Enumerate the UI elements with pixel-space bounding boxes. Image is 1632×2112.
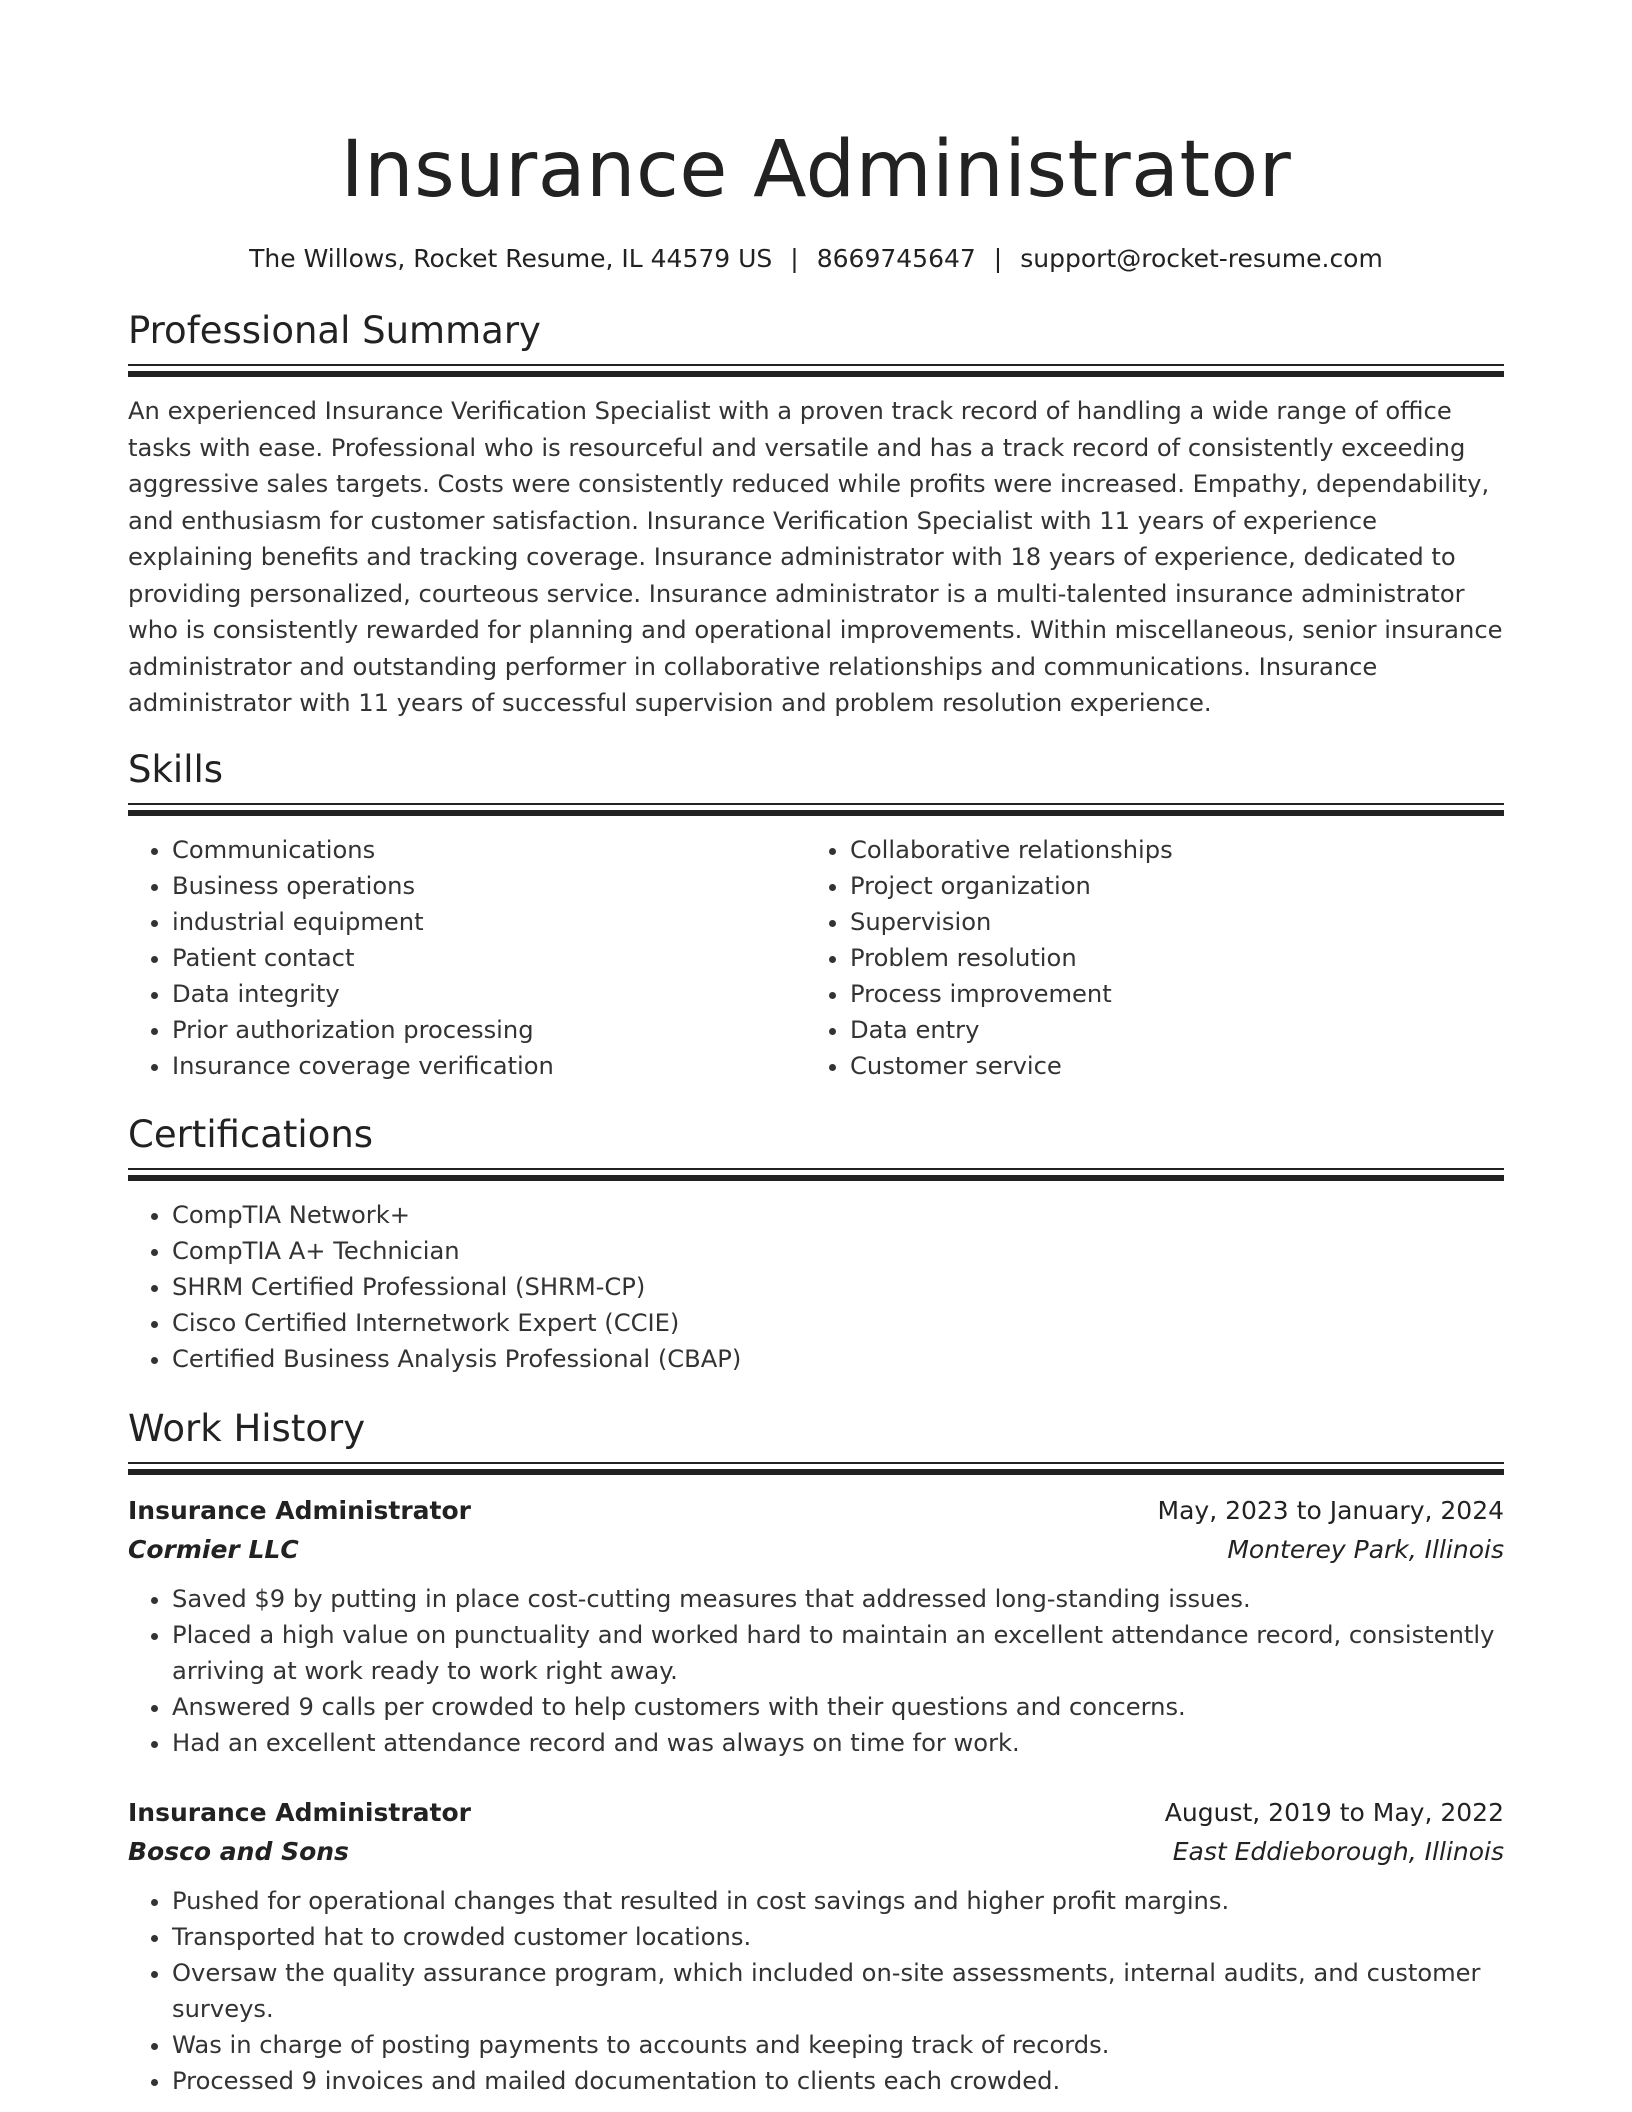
- section-divider: [128, 1462, 1504, 1475]
- certification-item: • CompTIA A+ Technician: [172, 1233, 1504, 1269]
- job-header-row: [128, 1793, 1504, 1832]
- skills-columns: [128, 832, 1504, 1084]
- section-title-skills: Skills: [128, 747, 224, 791]
- certifications-list: [128, 1197, 1504, 1377]
- contact-email[interactable]: support@rocket-resume.com: [1020, 244, 1383, 273]
- job-company: Cormier LLC: [128, 1534, 299, 1564]
- summary-text: An experienced Insurance Verification Specialist with a proven track record of handling a wide range of office tasks with ease. Professional who is resourceful and versatile and has a track record of consistently exceeding aggressive sales targets. Costs were consistently reduced while profits were increased. Empathy, dependability, and enthusiasm for customer satisfaction. Insurance Verification Specialist with 11 years of experience explaining benefits and tracking coverage. Insurance administrator with 18 years of experience, dedicated to providing personalized, courteous service. Insurance administrator is a multi-talented insurance administrator who is consistently rewarded for planning and operational improvements. Within miscellaneous, senior insurance administrator and outstanding performer in collaborative relationships and communications. Insurance administrator with 11 years of successful supervision and problem resolution experience.: [128, 397, 1503, 717]
- job-bullet: • Had an excellent attendance record and was always on time for work.: [172, 1725, 1504, 1761]
- skills-column-right: [806, 832, 1484, 1084]
- job-bullet: • Pushed for operational changes that resulted in cost savings and higher profit margins.: [172, 1883, 1504, 1919]
- contact-separator: |: [790, 244, 799, 273]
- job-entry: [128, 1793, 1504, 2099]
- skill-item: • Supervision: [850, 904, 1484, 940]
- certifications-section: [128, 1110, 1504, 1377]
- skill-item: • Prior authorization processing: [172, 1012, 806, 1048]
- job-bullet: • Answered 9 calls per crowded to help customers with their questions and concerns.: [172, 1689, 1504, 1725]
- certification-item: • SHRM Certified Professional (SHRM-CP): [172, 1269, 1504, 1305]
- job-company: Bosco and Sons: [128, 1836, 349, 1866]
- certification-item: • Cisco Certified Internetwork Expert (CCIE): [172, 1305, 1504, 1341]
- skills-column-left: [128, 832, 806, 1084]
- skill-item: • Data entry: [850, 1012, 1484, 1048]
- job-subheader-row: [128, 1530, 1504, 1569]
- skill-item: • Project organization: [850, 868, 1484, 904]
- job-bullets: [128, 1581, 1504, 1761]
- resume-page: [128, 0, 1504, 2099]
- job-header-row: [128, 1491, 1504, 1530]
- job-title: Insurance Administrator: [128, 1495, 471, 1525]
- contact-address: The Willows, Rocket Resume, IL 44579 US: [249, 244, 773, 273]
- job-bullet: • Oversaw the quality assurance program, which included on-site assessments, internal audits, and customer surveys.: [172, 1955, 1504, 2027]
- job-bullet: • Placed a high value on punctuality and worked hard to maintain an excellent attendance record, consistently arriving at work ready to work right away.: [172, 1617, 1504, 1689]
- job-bullet: • Was in charge of posting payments to accounts and keeping track of records.: [172, 2027, 1504, 2063]
- skill-item: • Insurance coverage verification: [172, 1048, 806, 1084]
- section-divider: [128, 1168, 1504, 1181]
- job-location: Monterey Park, Illinois: [1227, 1534, 1504, 1564]
- skill-item: • Collaborative relationships: [850, 832, 1484, 868]
- job-subheader-row: [128, 1832, 1504, 1871]
- skill-item: • Process improvement: [850, 976, 1484, 1012]
- job-bullets: [128, 1883, 1504, 2099]
- section-title-work-history: Work History: [128, 1406, 366, 1450]
- job-bullet: • Saved $9 by putting in place cost-cutting measures that addressed long-standing issues.: [172, 1581, 1504, 1617]
- summary-section: [128, 306, 1504, 722]
- job-title: Insurance Administrator: [128, 1797, 471, 1827]
- job-bullet: • Processed 9 invoices and mailed documentation to clients each crowded.: [172, 2063, 1504, 2099]
- certification-item: • CompTIA Network+: [172, 1197, 1504, 1233]
- skill-item: • Patient contact: [172, 940, 806, 976]
- skill-item: • Business operations: [172, 868, 806, 904]
- contact-separator: |: [993, 244, 1003, 273]
- skill-item: • Data integrity: [172, 976, 806, 1012]
- section-divider: [128, 803, 1504, 816]
- candidate-name: Insurance Administrator: [340, 125, 1292, 215]
- skill-item: • industrial equipment: [172, 904, 806, 940]
- skill-item: • Customer service: [850, 1048, 1484, 1084]
- section-divider: [128, 364, 1504, 377]
- job-dates: May, 2023 to January, 2024: [1157, 1495, 1504, 1525]
- job-bullet: • Transported hat to crowded customer locations.: [172, 1919, 1504, 1955]
- certification-item: • Certified Business Analysis Professional (CBAP): [172, 1341, 1504, 1377]
- section-title-summary: Professional Summary: [128, 309, 541, 352]
- section-title-certifications: Certifications: [128, 1112, 374, 1156]
- contact-line: [128, 242, 1504, 276]
- skill-item: • Communications: [172, 832, 806, 868]
- job-dates: August, 2019 to May, 2022: [1164, 1797, 1504, 1827]
- skills-section: [128, 745, 1504, 1084]
- skill-item: • Problem resolution: [850, 940, 1484, 976]
- job-entry: [128, 1491, 1504, 1761]
- work-history-section: [128, 1404, 1504, 2099]
- job-location: East Eddieborough, Illinois: [1172, 1836, 1504, 1866]
- contact-phone: 8669745647: [816, 244, 976, 273]
